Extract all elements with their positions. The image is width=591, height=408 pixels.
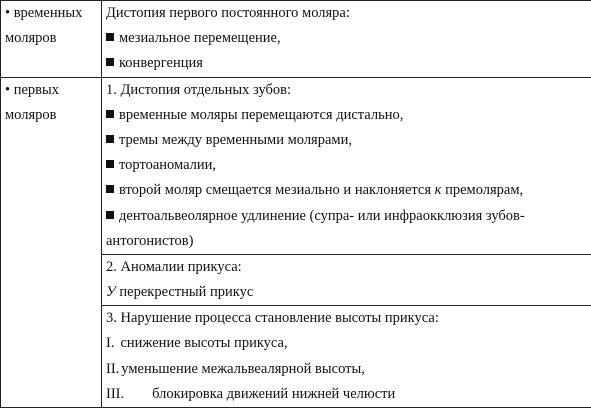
row-label-line: • временных	[5, 1, 97, 26]
list-item: конвергенция	[106, 51, 587, 76]
list-item: тортоаномалии,	[106, 153, 587, 178]
list-item: второй моляр смещается мезиально и наклоняется к премолярам,	[106, 178, 587, 203]
row-content-cell	[102, 1, 591, 78]
numbered-item: III. блокировка движений нижней челюсти	[106, 382, 587, 407]
black-square-icon	[106, 58, 114, 66]
black-square-icon	[106, 110, 114, 118]
list-item: У перекрестный прикус	[106, 280, 587, 305]
numbered-item: I. снижение высоты прикуса,	[106, 331, 587, 356]
section-3-cell	[102, 306, 591, 408]
section-title: 3. Нарушение процесса становление высоты прикуса:	[106, 306, 587, 331]
row-label-line: моляров	[5, 103, 97, 128]
section-2-cell	[102, 254, 591, 305]
black-square-icon	[106, 211, 114, 219]
row-label-cell	[1, 77, 102, 407]
section-title: 1. Дистопия отдельных зубов:	[106, 78, 587, 103]
list-item: дентоальвеолярное удлинение (супра- или инфраокклюзия зубов-	[106, 204, 587, 229]
row-label-line: • первых	[5, 78, 97, 103]
section-title: 2. Аномалии прикуса:	[106, 255, 587, 280]
section-1-cell	[102, 77, 591, 254]
table-row-temporary-molars	[1, 1, 591, 78]
black-square-icon	[106, 160, 114, 168]
black-square-icon	[106, 185, 114, 193]
list-item: временные моляры перемещаются дистально,	[106, 103, 587, 128]
row-label-cell	[1, 1, 102, 78]
list-item-continuation: антогонистов)	[106, 229, 587, 254]
list-item: мезиальное перемещение,	[106, 26, 587, 51]
black-square-icon	[106, 135, 114, 143]
content-title: Дистопия первого постоянного моляра:	[106, 1, 587, 26]
row-label-line: моляров	[5, 26, 97, 51]
table-row-first-molars	[1, 77, 591, 254]
numbered-item: II. уменьшение межальвеалярной высоты,	[106, 357, 587, 382]
black-square-icon	[106, 33, 114, 41]
list-item: тремы между временными молярами,	[106, 128, 587, 153]
